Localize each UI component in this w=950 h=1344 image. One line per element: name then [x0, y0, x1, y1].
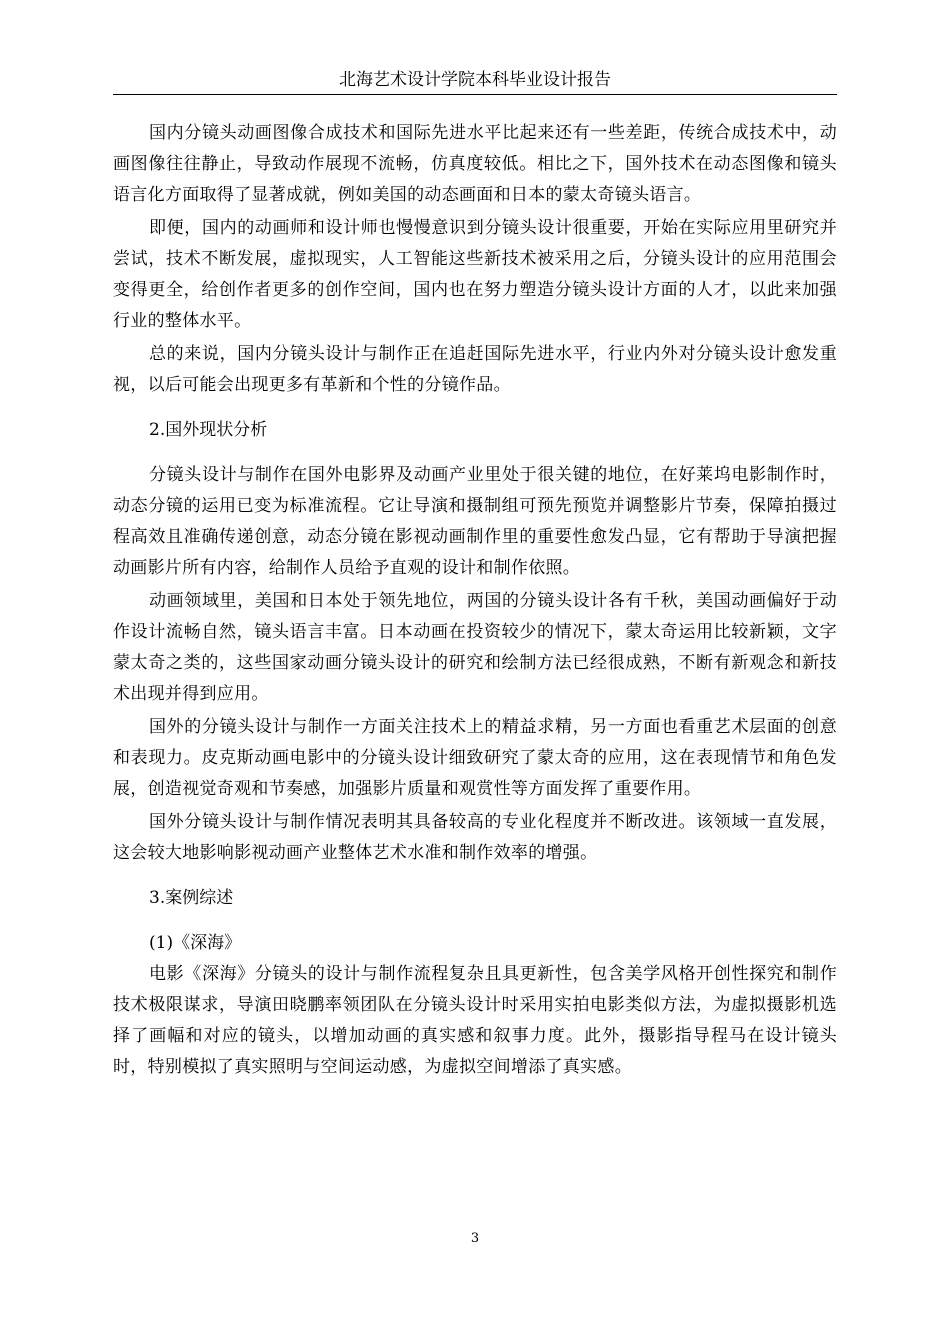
running-header: 北海艺术设计学院本科毕业设计报告 — [339, 70, 611, 90]
paragraph: 总的来说，国内分镜头设计与制作正在追赶国际先进水平，行业内外对分镜头设计愈发重视，以后可能会出现更多有革新和个性的分镜作品。 — [113, 344, 837, 395]
paragraph: 国外分镜头设计与制作情况表明其具备较高的专业化程度并不断改进。该领域一直发展，这会较大地影响影视动画产业整体艺术水准和制作效率的增强。 — [113, 812, 837, 863]
section-heading: 2.国外现状分析 — [149, 420, 268, 440]
paragraph: 分镜头设计与制作在国外电影界及动画产业里处于很关键的地位，在好莱坞电影制作时，动态分镜的运用已变为标准流程。它让导演和摄制组可预先预览并调整影片节奏，保障拍摄过程高效且准确传递创意，动态分镜在影视动画制作里的重要性愈发凸显，它有帮助于导演把握动画影片所有内容，给制作人员给予直观的设计和制作依照。 — [113, 465, 837, 578]
page-number: 3 — [470, 1231, 480, 1246]
paragraph: 动画领域里，美国和日本处于领先地位，两国的分镜头设计各有千秋，美国动画偏好于动作设计流畅自然，镜头语言丰富。日本动画在投资较少的情况下，蒙太奇运用比较新颖，文字蒙太奇之类的，这些国家动画分镜头设计的研究和绘制方法已经很成熟，不断有新观念和新技术出现并得到应用。 — [113, 591, 837, 704]
section-heading: 3.案例综述 — [149, 888, 234, 908]
body-text — [113, 118, 837, 1083]
paragraph: 电影《深海》分镜头的设计与制作流程复杂且具更新性，包含美学风格开创性探究和制作技术极限谋求，导演田晓鹏率领团队在分镜头设计时采用实拍电影类似方法，为虚拟摄影机选择了画幅和对应的镜头，以增加动画的真实感和叙事力度。此外，摄影指导程马在设计镜头时，特别模拟了真实照明与空间运动感，为虚拟空间增添了真实感。 — [113, 964, 837, 1077]
paragraph: 即便，国内的动画师和设计师也慢慢意识到分镜头设计很重要，开始在实际应用里研究并尝试，技术不断发展，虚拟现实，人工智能这些新技术被采用之后，分镜头设计的应用范围会变得更全，给创作者更多的创作空间，国内也在努力塑造分镜头设计方面的人才，以此来加强行业的整体水平。 — [113, 218, 837, 331]
paragraph: 国外的分镜头设计与制作一方面关注技术上的精益求精，另一方面也看重艺术层面的创意和表现力。皮克斯动画电影中的分镜头设计细致研究了蒙太奇的应用，这在表现情节和角色发展，创造视觉奇观和节奏感，加强影片质量和观赏性等方面发挥了重要作用。 — [113, 717, 837, 799]
subsection-heading: (1)《深海》 — [149, 933, 242, 953]
paragraph: 国内分镜头动画图像合成技术和国际先进水平比起来还有一些差距，传统合成技术中，动画图像往往静止，导致动作展现不流畅，仿真度较低。相比之下，国外技术在动态图像和镜头语言化方面取得了显著成就，例如美国的动态画面和日本的蒙太奇镜头语言。 — [113, 123, 837, 205]
header-rule — [113, 94, 837, 95]
